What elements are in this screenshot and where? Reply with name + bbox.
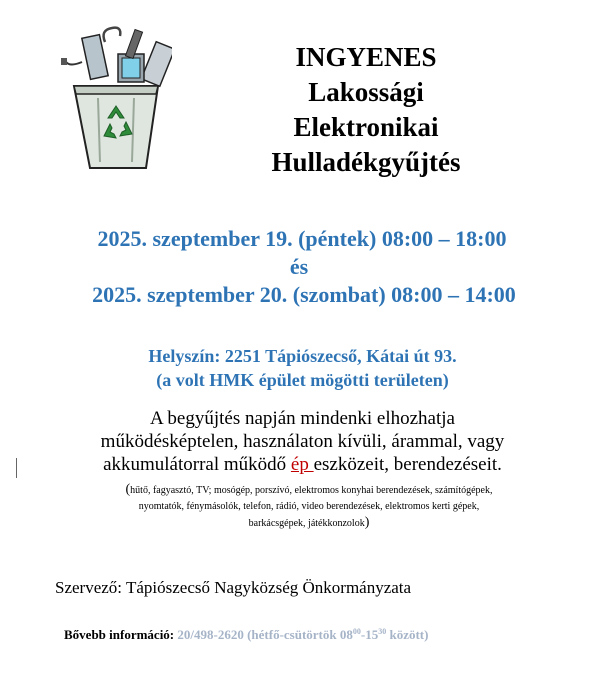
device-examples bbox=[66, 482, 552, 532]
date-second: 2025. szeptember 20. (szombat) 08:00 – 14:00 bbox=[92, 282, 516, 307]
info-contact bbox=[174, 627, 428, 642]
page-title bbox=[240, 40, 492, 180]
examples-line-2: nyomtatók, fénymásolók, telefon, rádió, video berendezések, elektromos kerti gépek, bbox=[138, 501, 480, 512]
examples-open-paren: ( bbox=[125, 482, 131, 497]
examples-line-1: hűtő, fagyasztó, TV; mosógép, porszívó, elektromos konyhai berendezések, számítógépek, bbox=[130, 485, 493, 496]
event-dates bbox=[0, 225, 595, 309]
title-line-3: Elektronikai bbox=[293, 112, 439, 142]
title-line-4: Hulladékgyűjtés bbox=[271, 147, 461, 177]
examples-line-3: barkácsgépek, játékkonzolok bbox=[248, 518, 365, 529]
description-line-3-end: eszközeit, berendezéseit. bbox=[313, 454, 502, 475]
date-conjunction: és bbox=[289, 254, 309, 279]
info-dash: -15 bbox=[360, 627, 379, 642]
location-note: (a volt HMK épület mögötti területen) bbox=[156, 370, 449, 390]
info-tail: között) bbox=[386, 627, 429, 642]
info-end-minutes: 30 bbox=[378, 627, 387, 636]
title-line-2: Lakossági bbox=[308, 77, 424, 107]
text-cursor bbox=[16, 458, 17, 478]
description-line-3-start: akkumulátorral működő bbox=[103, 454, 291, 475]
description bbox=[0, 407, 595, 476]
info-label: Bővebb információ: bbox=[64, 627, 175, 642]
more-info bbox=[64, 627, 428, 643]
title-line-1: INGYENES bbox=[295, 42, 437, 72]
spellcheck-marked-word: ép bbox=[290, 454, 314, 475]
organizer: Szervező: Tápiószecső Nagyközség Önkormányzata bbox=[55, 578, 412, 597]
description-line-3 bbox=[0, 453, 595, 476]
date-first: 2025. szeptember 19. (péntek) 08:00 – 18:00 bbox=[97, 226, 507, 251]
description-line-2: működésképtelen, használaton kívüli, árammal, vagy bbox=[100, 431, 505, 452]
location bbox=[0, 344, 595, 392]
description-line-1: A begyűjtés napján mindenki elhozhatja bbox=[150, 408, 455, 429]
location-address: Helyszín: 2251 Tápiószecső, Kátai út 93. bbox=[148, 346, 457, 366]
info-phone: 20/498-2620 (hétfő-csütörtök 08 bbox=[174, 627, 353, 642]
recycling-bin-electronics-icon bbox=[60, 22, 172, 177]
info-start-minutes: 00 bbox=[352, 627, 361, 636]
examples-close-paren: ) bbox=[364, 515, 370, 530]
